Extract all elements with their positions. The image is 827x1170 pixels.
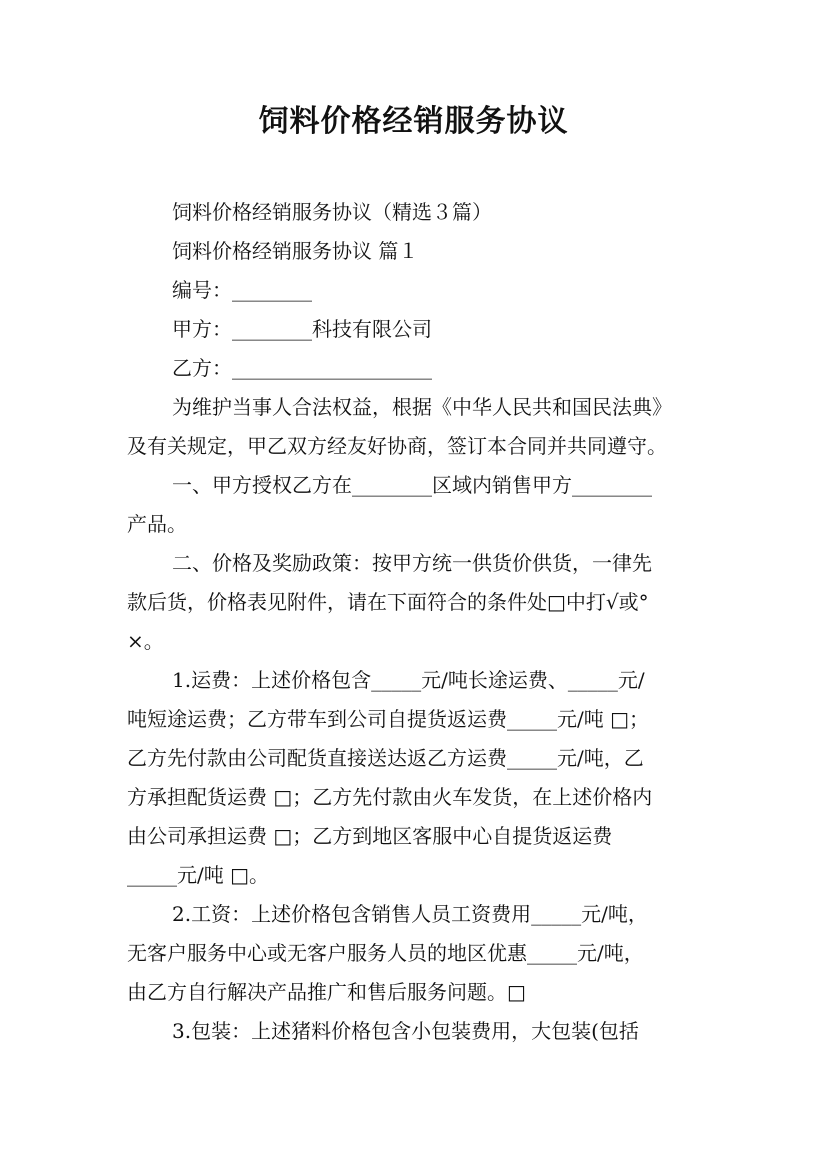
paragraph-line: 1.运费：上述价格包含_____元/吨长途运费、_____元/ — [172, 668, 645, 692]
document-body — [127, 193, 705, 1051]
paragraph-line: 无客户服务中心或无客户服务人员的地区优惠_____元/吨， — [127, 941, 644, 965]
number-field-line: 编号：________ — [172, 278, 312, 302]
document-title: 饲料价格经销服务协议 — [258, 104, 569, 139]
paragraph-line: 二、价格及奖励政策：按甲方统一供货价供货，一律先 — [172, 551, 652, 575]
paragraph-line: 产品。 — [127, 512, 187, 536]
paragraph-line: 由乙方自行解决产品推广和售后服务问题。□ — [127, 980, 526, 1004]
paragraph-line: 3.包装：上述猪料价格包含小包装费用，大包装(包括 — [172, 1019, 639, 1043]
paragraph-line: 款后货，价格表见附件，请在下面符合的条件处□中打√或° — [127, 590, 649, 614]
section-heading: 饲料价格经销服务协议 篇１ — [172, 239, 419, 263]
paragraph-line: 由公司承担运费 □；乙方到地区客服中心自提货返运费 — [127, 824, 613, 848]
paragraph-line: 及有关规定，甲乙双方经友好协商，签订本合同并共同遵守。 — [127, 434, 667, 458]
paragraph-line: ×。 — [127, 629, 164, 653]
paragraph-line: 吨短途运费；乙方带车到公司自提货返运费_____元/吨 □； — [127, 707, 649, 731]
paragraph-line: 2.工资：上述价格包含销售人员工资费用_____元/吨， — [172, 902, 648, 926]
party-a-line: 甲方：________科技有限公司 — [172, 317, 432, 341]
party-b-line: 乙方：____________________ — [172, 356, 432, 380]
paragraph-line: _____元/吨 □。 — [127, 863, 269, 887]
subtitle-line: 饲料价格经销服务协议（精选３篇） — [172, 200, 492, 224]
paragraph-line: 为维护当事人合法权益，根据《中华人民共和国民法典》 — [172, 395, 672, 419]
paragraph-line: 方承担配货运费 □；乙方先付款由火车发货，在上述价格内 — [127, 785, 653, 809]
paragraph-line: 乙方先付款由公司配货直接送达返乙方运费_____元/吨，乙 — [127, 746, 644, 770]
paragraph-line: 一、甲方授权乙方在________区域内销售甲方________ — [172, 473, 652, 497]
